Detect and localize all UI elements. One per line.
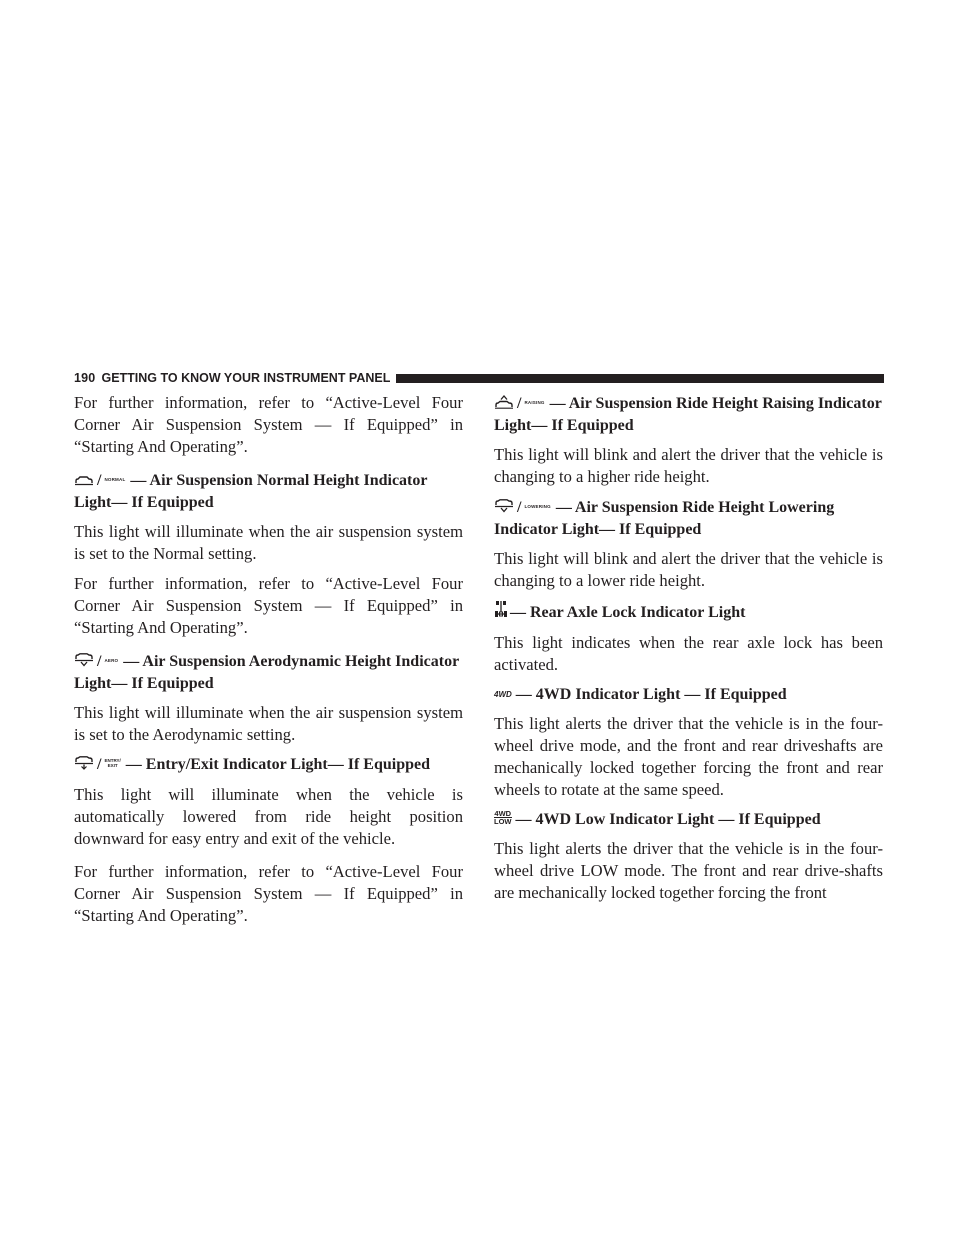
4wd-low-icon — [494, 810, 512, 826]
exit-icon-line: EXIT — [107, 763, 118, 768]
page-header — [74, 370, 884, 386]
paragraph: This light will blink and alert the driver that the vehicle is changing to a lower ride height. — [494, 549, 883, 590]
4wd-icon-line: 4WD — [494, 808, 512, 818]
heading-title: — Entry/Exit Indicator Light— If Equipped — [125, 756, 431, 773]
heading-aero-height — [74, 650, 463, 694]
car-suspension-lowering-icon — [494, 498, 514, 519]
paragraph: This light indicates when the rear axle lock has been activated. — [494, 633, 883, 674]
paragraph: This light alerts the driver that the vehicle is in the four-wheel drive mode, and the front and rear driveshafts are mechanically locked together forcing the front and rear wheels to rotate at the same speed. — [494, 714, 883, 799]
paragraph: For further information, refer to “Active-Level Four Corner Air Suspension System — If Equipped” in “Starting And Operating”. — [74, 393, 463, 456]
heading-title: — Air Suspension Ride Height Raising Indicator Light— If Equipped — [494, 395, 882, 434]
separator: / — [517, 499, 522, 516]
normal-text-icon: NORMAL — [104, 477, 126, 482]
heading-title: — 4WD Low Indicator Light — If Equipped — [515, 811, 821, 828]
paragraph: This light alerts the driver that the vehicle is in the four-wheel drive LOW mode. The front and rear drive-shafts are mechanically locked together forcing the front — [494, 839, 883, 902]
paragraph: This light will illuminate when the air suspension system is set to the Aerodynamic setting. — [74, 703, 463, 744]
rear-axle-lock-icon — [494, 600, 508, 624]
heading-normal-height — [74, 469, 463, 513]
header-rule — [396, 374, 884, 383]
car-suspension-raising-icon — [494, 394, 514, 415]
car-suspension-aero-icon — [74, 652, 94, 673]
raising-text-icon: RAISING — [524, 400, 545, 405]
separator: / — [97, 653, 102, 670]
aero-text-icon: AERO — [104, 658, 119, 663]
paragraph: This light will illuminate when the vehicle is automatically lowered from ride height position downward for easy entry and exit of the vehicle. — [74, 785, 463, 848]
separator: / — [97, 472, 102, 489]
left-column — [74, 392, 463, 938]
paragraph: This light will blink and alert the driver that the vehicle is changing to a higher ride height. — [494, 445, 883, 486]
page-number: 190 — [74, 371, 96, 385]
paragraph: For further information, refer to “Active-Level Four Corner Air Suspension System — If Equipped” in “Starting And Operating”. — [74, 574, 463, 637]
paragraph: This light will illuminate when the air suspension system is set to the Normal setting. — [74, 522, 463, 563]
separator: / — [97, 756, 102, 773]
right-column — [494, 392, 883, 915]
car-suspension-entry-exit-icon — [74, 755, 94, 776]
heading-4wd — [494, 684, 883, 705]
heading-raising — [494, 392, 883, 436]
heading-4wd-low — [494, 809, 883, 830]
lowering-text-icon: LOWERING — [524, 504, 551, 509]
low-icon-line: LOW — [494, 817, 512, 826]
entry-icon-line: ENTRY/ — [104, 758, 121, 763]
heading-title: — Air Suspension Normal Height Indicator Light— If Equipped — [74, 472, 428, 511]
entry-exit-text-icon — [104, 758, 120, 768]
paragraph: For further information, refer to “Active-Level Four Corner Air Suspension System — If Equipped” in “Starting And Operating”. — [74, 862, 463, 925]
heading-title: — 4WD Indicator Light — If Equipped — [515, 686, 787, 703]
4wd-icon: 4WD — [494, 690, 512, 699]
heading-entry-exit — [74, 754, 463, 776]
car-suspension-normal-icon — [74, 471, 94, 492]
section-title: GETTING TO KNOW YOUR INSTRUMENT PANEL — [101, 371, 391, 385]
heading-lowering — [494, 496, 883, 540]
separator: / — [517, 395, 522, 412]
heading-rear-axle-lock — [494, 600, 883, 624]
heading-title: — Air Suspension Aerodynamic Height Indicator Light— If Equipped — [74, 653, 459, 692]
heading-title: — Rear Axle Lock Indicator Light — [510, 604, 746, 621]
heading-title: — Air Suspension Ride Height Lowering Indicator Light— If Equipped — [494, 499, 835, 538]
